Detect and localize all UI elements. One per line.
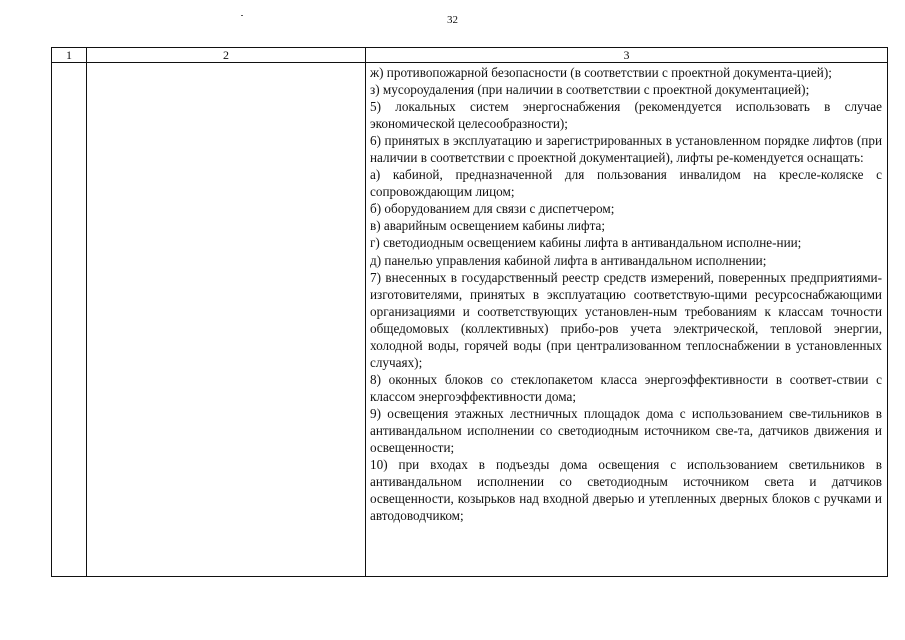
column-header-1: 1 xyxy=(52,48,87,63)
list-item: г) светодиодным освещением кабины лифта в антивандальном исполне-нии; xyxy=(370,235,802,251)
list-item: а) кабиной, предназначенной для пользования инвалидом на кресле-коляске с сопровождающим лицом; xyxy=(370,167,882,200)
page-number: 32 xyxy=(447,14,458,26)
column-3-cell xyxy=(366,63,888,577)
list-item: 8) оконных блоков со стеклопакетом класса энергоэффективности в соответ-ствии с классом энергоэффективности дома; xyxy=(370,371,882,404)
column-header-2: 2 xyxy=(87,48,366,63)
table-row xyxy=(52,63,888,577)
list-item: ж) противопожарной безопасности (в соответствии с проектной документа-цией); xyxy=(370,65,832,80)
list-item: 7) внесенных в государственный реестр средств измерений, поверенных предприятиями-изготовителями, принятых в эксплуатацию соответствую-щими ресурсоснабжающими организациями и соответствующих установлен-ным требованиям к классам точности общедомовых (коллективных) прибо-ров учета электрической, тепловой энергии, холодной воды, горячей воды (при централизованном теплоснабжении в установленных случаях); xyxy=(370,269,882,370)
requirements-list xyxy=(366,63,887,524)
column-2-cell xyxy=(87,63,366,577)
list-item: з) мусороудаления (при наличии в соответствии с проектной документацией); xyxy=(370,82,810,98)
list-item: д) панелью управления кабиной лифта в антивандальном исполнении; xyxy=(370,252,767,268)
list-item: б) оборудованием для связи с диспетчером; xyxy=(370,201,615,217)
list-item: 9) освещения этажных лестничных площадок дома с использованием све-тильников в антивандальном исполнении со светодиодным источником све-та, датчиков движения и освещенности; xyxy=(370,405,882,456)
list-item: 10) при входах в подъезды дома освещения с использованием светильников в антивандальном исполнении со светодиодным источником света и датчиков освещенности, козырьков над входной дверью и утепленных дверных блоков с ручками и автодоводчиком; xyxy=(370,457,882,524)
scan-mark xyxy=(241,15,243,16)
table-header-row xyxy=(52,48,888,63)
list-item: в) аварийным освещением кабины лифта; xyxy=(370,218,606,234)
document-table xyxy=(51,47,888,577)
column-1-cell xyxy=(52,63,87,577)
list-item: 6) принятых в эксплуатацию и зарегистрированных в установленном порядке лифтов (при наличии в соответствии с проектной документацией), лифты ре-комендуется оснащать: xyxy=(370,133,882,166)
column-header-3: 3 xyxy=(366,48,888,63)
list-item: 5) локальных систем энергоснабжения (рекомендуется использовать в случае экономической целесообразности); xyxy=(370,99,882,132)
